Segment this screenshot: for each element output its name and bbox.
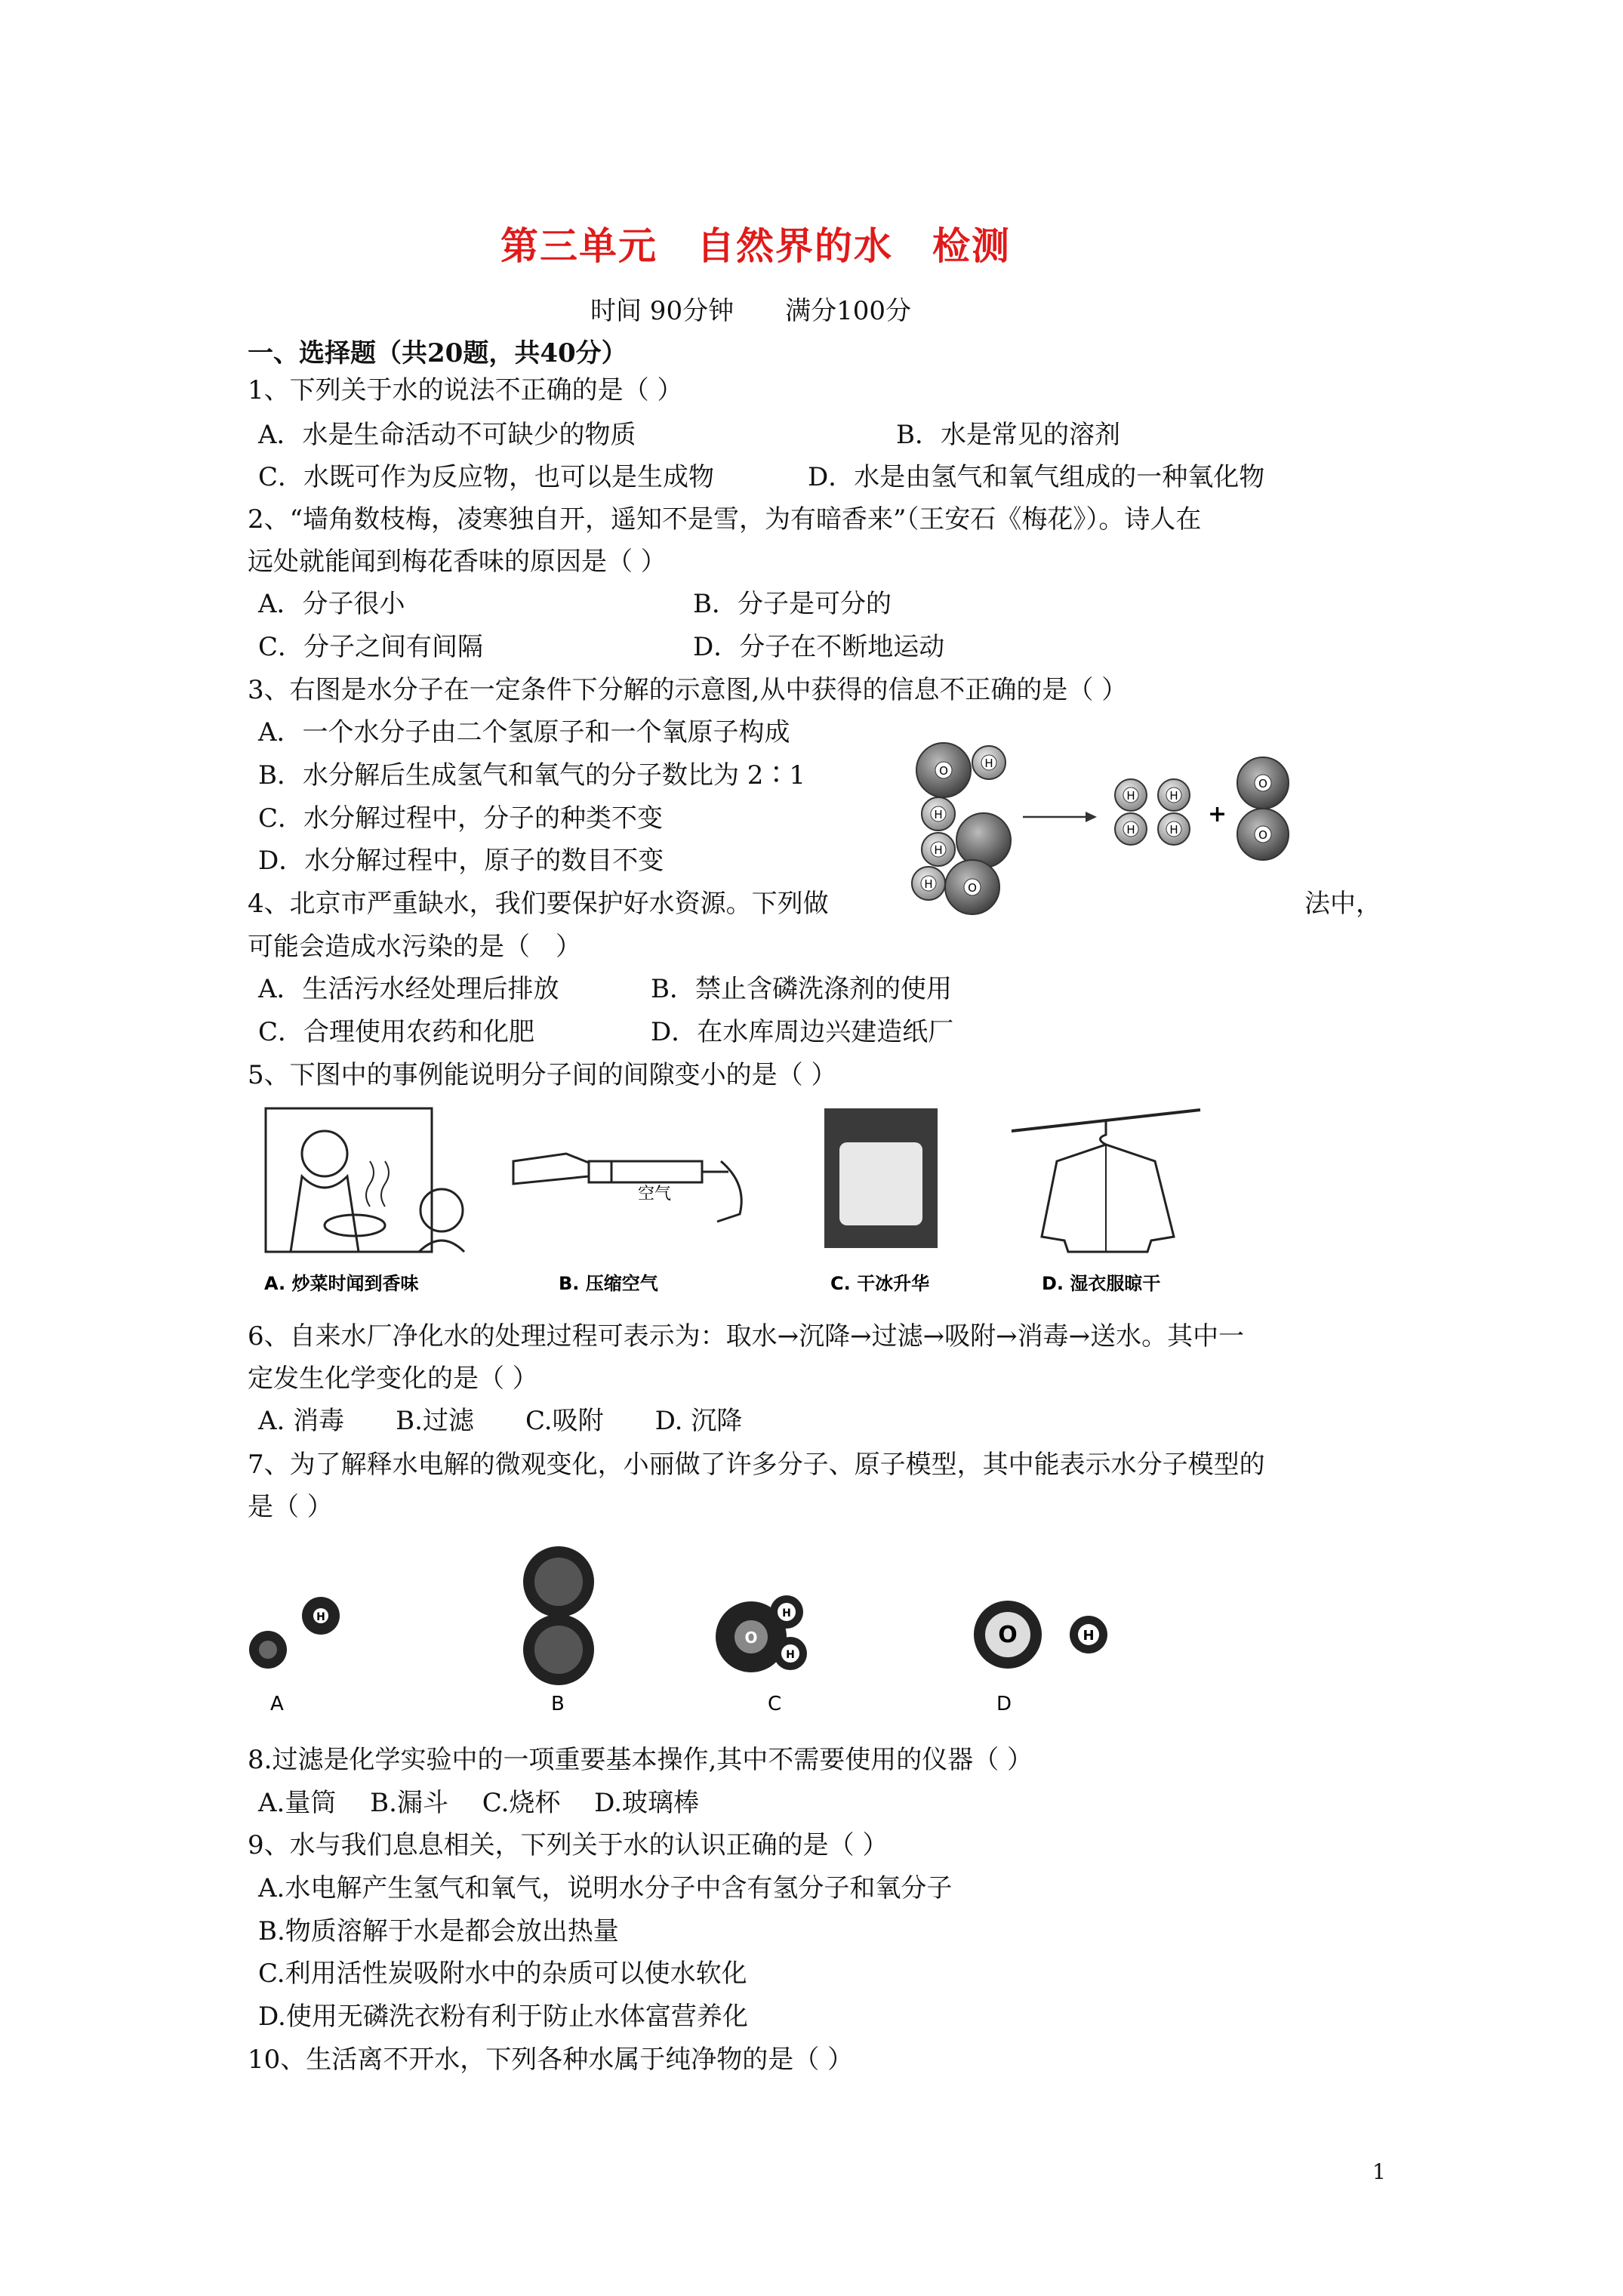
q9-option-c: C.利用活性炭吸附水中的杂质可以使水软化 <box>258 1959 747 1989</box>
q4-stem-line1-part2: 法中， <box>1304 889 1381 919</box>
svg-text:H: H <box>934 843 943 857</box>
caption-a: A. 炒菜时闻到香味 <box>264 1273 419 1294</box>
exam-info: 时间 90分钟 满分100分 <box>590 296 911 326</box>
svg-text:O: O <box>1258 828 1267 842</box>
q7-molecule-models <box>242 1540 1147 1729</box>
q1-stem: 1、下列关于水的说法不正确的是（ ） <box>248 375 683 405</box>
model-c-label: C <box>768 1693 782 1715</box>
q5-picture-strip <box>257 1101 1215 1305</box>
q9-option-d: D.使用无磷洗衣粉有利于防止水体富营养化 <box>258 2002 748 2032</box>
q2-option-d: D．分子在不断地运动 <box>693 632 945 662</box>
svg-text:O: O <box>744 1629 758 1647</box>
q2-option-a: A．分子很小 <box>258 589 405 619</box>
water-molecule-2 <box>922 797 1011 868</box>
svg-text:H: H <box>1169 789 1178 803</box>
q3-option-b: B．水分解后生成氢气和氧气的分子数比为 2∶1 <box>258 760 806 791</box>
cooking-smell-image <box>266 1108 464 1252</box>
q8-stem: 8.过滤是化学实验中的一项重要基本操作,其中不需要使用的仪器（ ） <box>248 1745 1033 1775</box>
q9-option-a: A.水电解产生氢气和氧气，说明水分子中含有氢分子和氧分子 <box>258 1873 953 1903</box>
q4-option-d: D．在水库周边兴建造纸厂 <box>651 1017 954 1047</box>
q2-option-c: C．分子之间有间隔 <box>258 632 484 662</box>
svg-text:O: O <box>939 764 948 778</box>
svg-text:O: O <box>998 1622 1018 1648</box>
q1-option-d: D．水是由氢气和氧气组成的一种氧化物 <box>808 462 1265 492</box>
svg-text:H: H <box>934 808 943 821</box>
svg-text:H: H <box>984 757 993 770</box>
svg-text:H: H <box>1126 823 1135 837</box>
q7-stem-line1: 7、为了解释水电解的微观变化，小丽做了许多分子、原子模型，其中能表示水分子模型的 <box>248 1450 1265 1480</box>
model-d-label: D <box>996 1693 1012 1715</box>
q4-option-a: A．生活污水经处理后排放 <box>258 974 559 1004</box>
model-c <box>716 1595 807 1672</box>
page-number: 1 <box>1372 2159 1386 2184</box>
q3-option-c: C．水分解过程中，分子的种类不变 <box>258 803 664 834</box>
hydrogen-molecules <box>1115 779 1190 845</box>
model-a <box>249 1597 340 1669</box>
plus-sign: + <box>1208 801 1227 827</box>
dry-ice-image <box>824 1108 938 1248</box>
q3-stem: 3、右图是水分子在一定条件下分解的示意图,从中获得的信息不正确的是（ ） <box>248 675 1128 705</box>
q3-option-a: A．一个水分子由二个氢原子和一个氧原子构成 <box>258 717 790 747</box>
q4-stem-line1-part1: 4、北京市严重缺水，我们要保护好水资源。下列做 <box>248 889 829 919</box>
q1-option-b: B．水是常见的溶剂 <box>896 420 1120 450</box>
svg-text:H: H <box>1126 789 1135 803</box>
svg-text:H: H <box>924 877 933 891</box>
caption-b: B. 压缩空气 <box>559 1273 658 1294</box>
water-molecule-3 <box>912 860 999 914</box>
svg-text:O: O <box>1258 777 1267 791</box>
svg-text:H: H <box>786 1649 795 1661</box>
svg-text:O: O <box>968 881 977 895</box>
q9-option-b: B.物质溶解于水是都会放出热量 <box>258 1916 619 1946</box>
q1-option-a: A．水是生命活动不可缺少的物质 <box>258 420 636 450</box>
page-title: 第三单元 自然界的水 检测 <box>500 223 1011 268</box>
reaction-arrow-icon <box>1023 812 1097 822</box>
svg-text:H: H <box>1169 823 1178 837</box>
model-a-label: A <box>270 1693 284 1715</box>
q6-stem-line1: 6、自来水厂净化水的处理过程可表示为：取水→沉降→过滤→吸附→消毒→送水。其中一 <box>248 1321 1245 1351</box>
syringe-image <box>513 1154 741 1222</box>
svg-text:H: H <box>782 1607 791 1620</box>
svg-text:H: H <box>316 1611 325 1623</box>
q4-option-c: C．合理使用农药和化肥 <box>258 1017 535 1047</box>
caption-c: C. 干冰升华 <box>830 1273 930 1294</box>
section-heading: 一、选择题（共20题，共40分） <box>248 338 627 368</box>
q1-option-c: C．水既可作为反应物，也可以是生成物 <box>258 462 715 492</box>
svg-text:H: H <box>1083 1628 1095 1644</box>
q2-option-b: B．分子是可分的 <box>693 589 892 619</box>
q7-stem-line2: 是（ ） <box>248 1492 333 1522</box>
q2-stem-line2: 远处就能闻到梅花香味的原因是（ ） <box>248 547 667 577</box>
q4-stem-line2: 可能会造成水污染的是（ ） <box>248 932 581 962</box>
water-decomposition-diagram <box>902 729 1310 917</box>
q4-option-b: B．禁止含磷洗涤剂的使用 <box>651 974 952 1004</box>
caption-d: D. 湿衣服晾干 <box>1042 1273 1161 1294</box>
q2-stem-line1: 2、“墙角数枝梅，凌寒独自开，遥知不是雪，为有暗香来”（王安石《梅花》）。诗人在 <box>248 504 1202 535</box>
q8-options: A.量筒 B.漏斗 C.烧杯 D.玻璃棒 <box>258 1788 700 1818</box>
drying-clothes-image <box>1012 1110 1200 1252</box>
q6-options: A. 消毒 B.过滤 C.吸附 D. 沉降 <box>258 1406 743 1436</box>
q9-stem: 9、水与我们息息相关，下列关于水的认识正确的是（ ） <box>248 1830 888 1860</box>
q6-stem-line2: 定发生化学变化的是（ ） <box>248 1364 538 1394</box>
model-d <box>974 1601 1107 1669</box>
q10-stem: 10、生活离不开水，下列各种水属于纯净物的是（ ） <box>248 2045 854 2075</box>
model-b <box>523 1546 594 1685</box>
water-molecule-1 <box>916 743 1006 797</box>
oxygen-molecule <box>1237 757 1289 860</box>
model-b-label: B <box>551 1693 565 1715</box>
q3-option-d: D．水分解过程中，原子的数目不变 <box>258 846 664 876</box>
svg-text:空气: 空气 <box>638 1185 672 1203</box>
q5-stem: 5、下图中的事例能说明分子间的间隙变小的是（ ） <box>248 1060 837 1090</box>
